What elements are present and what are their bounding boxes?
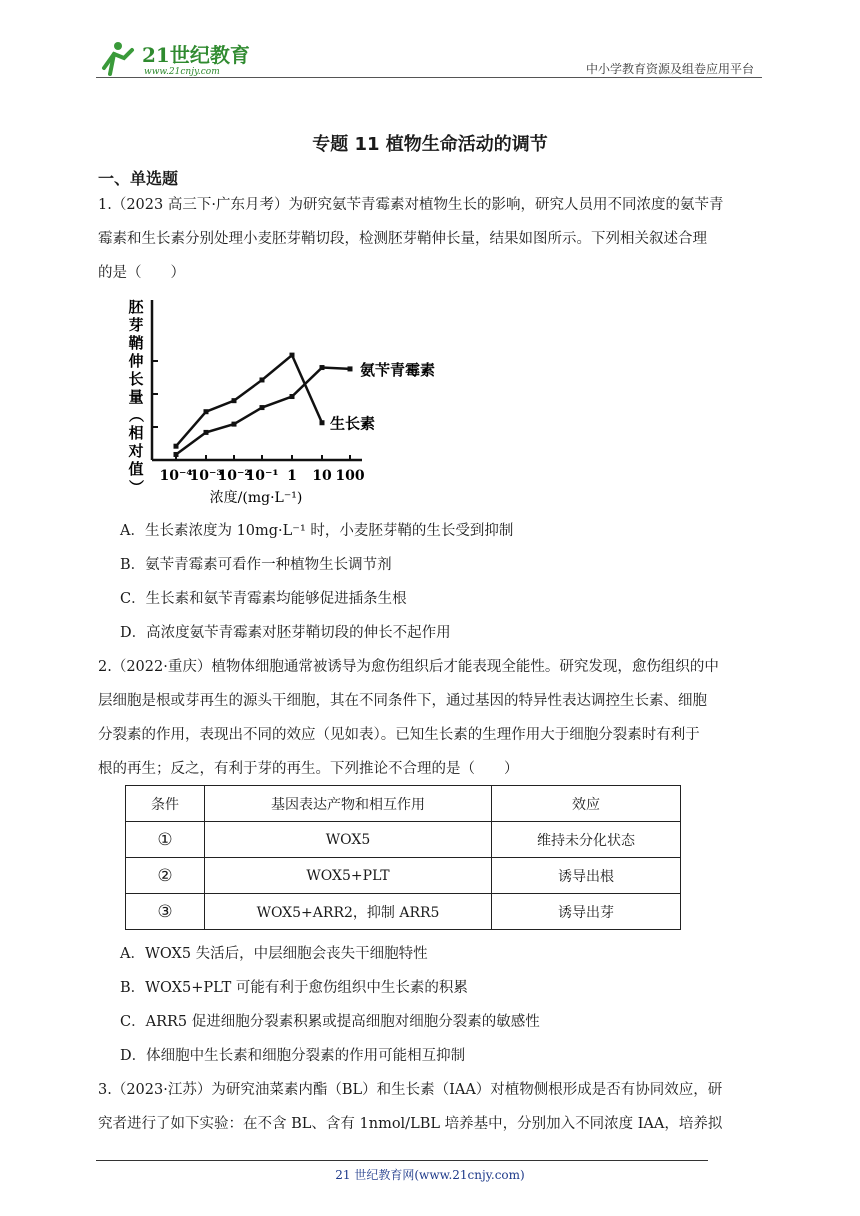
- q1-option-d[interactable]: D．高浓度氨苄青霉素对胚芽鞘切段的伸长不起作用: [120, 625, 451, 641]
- page-title: 专题 11 植物生命活动的调节: [312, 134, 548, 155]
- question-2-stem: [98, 650, 764, 786]
- x-tick-label: 100: [335, 468, 365, 484]
- logo-url: www.21cnjy.com: [144, 67, 220, 77]
- stem-line: 1.（2023 高三下·广东月考）为研究氨苄青霉素对植物生长的影响，研究人员用不同浓度的氨苄青: [98, 197, 724, 213]
- x-tick-label: 10⁻³: [189, 468, 223, 484]
- q1-option-b[interactable]: B．氨苄青霉素可看作一种植物生长调节剂: [120, 557, 392, 573]
- platform-text: 中小学教育资源及组卷应用平台: [585, 62, 754, 76]
- footer-divider: [96, 1160, 708, 1161]
- table-row: [126, 894, 681, 930]
- table-cell: WOX5+PLT: [205, 858, 492, 894]
- stem-line: 3.（2023·江苏）为研究油菜素内酯（BL）和生长素（IAA）对植物侧根形成是否有协同效应，研: [98, 1082, 723, 1098]
- x-tick-label: 10⁻²: [217, 468, 251, 484]
- x-tick-label: 10⁻¹: [245, 468, 279, 484]
- table-row: [126, 822, 681, 858]
- data-point: [204, 409, 209, 414]
- x-tick-label: 10: [312, 468, 332, 484]
- table-cell: WOX5+ARR2，抑制 ARR5: [205, 894, 492, 930]
- logo-text: 21世纪教育: [142, 43, 250, 67]
- q2-option-d[interactable]: D．体细胞中生长素和细胞分裂素的作用可能相互抑制: [120, 1048, 466, 1064]
- y-axis-label-char: 伸: [128, 352, 144, 370]
- stem-line: 2.（2022·重庆）植物体细胞通常被诱导为愈伤组织后才能表现全能性。研究发现，愈伤组织的中: [98, 659, 719, 675]
- y-axis-label-char: 胚: [128, 298, 144, 316]
- table-cell: WOX5: [205, 822, 492, 858]
- x-tick-label: 10⁻⁴: [159, 468, 193, 484]
- q2-option-b[interactable]: B．WOX5+PLT 可能有利于愈伤组织中生长素的积累: [120, 980, 468, 996]
- site-logo: [96, 38, 266, 78]
- table-header-row: [126, 786, 681, 822]
- y-axis-label-char: ）: [127, 479, 145, 495]
- y-axis-label-char: 鞘: [128, 334, 144, 352]
- table-cell: 维持未分化状态: [492, 822, 681, 858]
- stem-line: 分裂素的作用，表现出不同的效应（见如表）。已知生长素的生理作用大于细胞分裂素时有利于: [98, 727, 700, 743]
- table-header: 效应: [492, 786, 681, 822]
- gene-expression-table: [125, 785, 681, 930]
- data-point: [232, 422, 237, 427]
- y-axis-label-char: 量: [128, 388, 144, 406]
- stem-line: 层细胞是根或芽再生的源头干细胞，其在不同条件下，通过基因的特异性表达调控生长素、细胞: [98, 693, 707, 709]
- table-cell: 诱导出芽: [492, 894, 681, 930]
- data-point: [290, 394, 295, 399]
- table-cell: ②: [126, 858, 205, 894]
- x-axis-label: 浓度/(mg·L⁻¹): [209, 490, 303, 506]
- stem-line: 根的再生；反之，有利于芽的再生。下列推论不合理的是（ ）: [98, 761, 519, 777]
- data-point: [348, 366, 353, 371]
- table-row: [126, 858, 681, 894]
- data-point: [174, 452, 179, 457]
- growth-chart: [100, 292, 460, 512]
- stem-line: 的是（ ）: [98, 265, 185, 281]
- header-divider: [96, 77, 762, 78]
- section-heading: 一、单选题: [98, 169, 179, 188]
- table-header: 基因表达产物和相互作用: [205, 786, 492, 822]
- series-line: [176, 355, 322, 446]
- data-point: [174, 444, 179, 449]
- data-point: [232, 398, 237, 403]
- stem-line: 究者进行了如下实验：在不含 BL、含有 1nmol/LBL 培养基中，分别加入不同浓度 IAA，培养拟: [98, 1116, 723, 1132]
- data-point: [260, 405, 265, 410]
- table-cell: 诱导出根: [492, 858, 681, 894]
- series-label: 生长素: [330, 414, 376, 433]
- q2-option-c[interactable]: C．ARR5 促进细胞分裂素积累或提高细胞对细胞分裂素的敏感性: [120, 1014, 540, 1030]
- table-cell: ①: [126, 822, 205, 858]
- y-axis-label-char: 值: [128, 460, 144, 478]
- footer-text: 21 世纪教育网(www.21cnjy.com): [335, 1168, 525, 1182]
- x-tick-label: 1: [287, 468, 297, 484]
- y-axis-label-char: 长: [128, 370, 144, 388]
- series-label: 氨苄青霉素: [360, 360, 436, 379]
- table-header: 条件: [126, 786, 205, 822]
- q2-option-a[interactable]: A．WOX5 失活后，中层细胞会丧失干细胞特性: [120, 946, 428, 962]
- stem-line: 霉素和生长素分别处理小麦胚芽鞘切段，检测胚芽鞘伸长量，结果如图所示。下列相关叙述合理: [98, 231, 707, 247]
- y-axis-label-char: 相: [128, 424, 144, 442]
- table-cell: ③: [126, 894, 205, 930]
- q1-option-a[interactable]: A．生长素浓度为 10mg·L⁻¹ 时，小麦胚芽鞘的生长受到抑制: [120, 523, 514, 539]
- y-axis-label-char: 对: [128, 442, 144, 460]
- q1-option-c[interactable]: C．生长素和氨苄青霉素均能够促进插条生根: [120, 591, 407, 607]
- y-axis-label-char: （: [127, 407, 145, 423]
- data-point: [260, 377, 265, 382]
- y-axis-label-char: 芽: [128, 316, 144, 334]
- data-point: [320, 420, 325, 425]
- data-point: [290, 353, 295, 358]
- data-point: [204, 430, 209, 435]
- question-1-stem: [98, 188, 764, 290]
- question-3-stem: [98, 1073, 764, 1141]
- data-point: [320, 365, 325, 370]
